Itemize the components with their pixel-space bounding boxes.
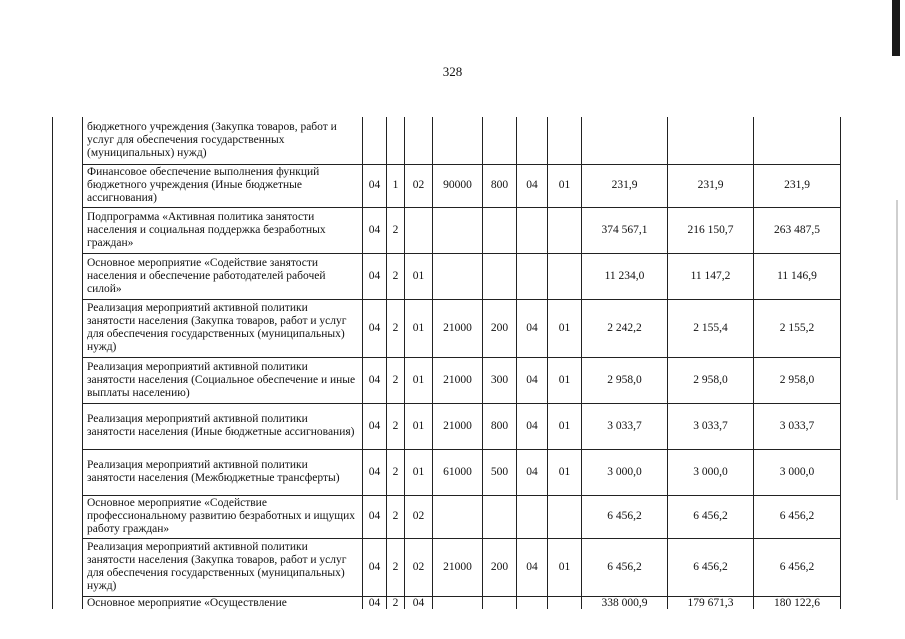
code-subdivision <box>548 253 582 299</box>
code-expense-type: 200 <box>483 538 517 596</box>
table-row <box>53 596 841 609</box>
code-subprogram: 1 <box>387 164 405 207</box>
row-gutter <box>53 449 83 495</box>
code-expense-type <box>483 495 517 538</box>
code-section <box>363 117 387 164</box>
code-subprogram: 2 <box>387 449 405 495</box>
amount-year-2: 2 155,4 <box>668 299 754 357</box>
code-subdivision <box>548 117 582 164</box>
table-row <box>53 357 841 403</box>
table-row <box>53 495 841 538</box>
row-name: Подпрограмма «Активная политика занятости населения и социальная поддержка безработных граждан» <box>83 207 363 253</box>
code-expense-type: 800 <box>483 403 517 449</box>
code-expense-type: 800 <box>483 164 517 207</box>
code-division: 04 <box>517 538 548 596</box>
code-subdivision <box>548 207 582 253</box>
code-section: 04 <box>363 207 387 253</box>
code-direction: 21000 <box>433 299 483 357</box>
code-subprogram: 2 <box>387 495 405 538</box>
row-name: Финансовое обеспечение выполнения функций бюджетного учреждения (Иные бюджетные ассигнования) <box>83 164 363 207</box>
row-name: Реализация мероприятий активной политики занятости населения (Закупка товаров, работ и услуг для обеспечения государственных (муниципальных) нужд) <box>83 538 363 596</box>
amount-year-2: 6 456,2 <box>668 495 754 538</box>
amount-year-2: 179 671,3 <box>668 596 754 609</box>
scan-edge-shadow <box>896 200 898 500</box>
amount-year-1: 2 958,0 <box>582 357 668 403</box>
code-expense-type: 500 <box>483 449 517 495</box>
code-direction: 21000 <box>433 538 483 596</box>
budget-table <box>52 117 841 609</box>
row-gutter <box>53 164 83 207</box>
amount-year-1: 11 234,0 <box>582 253 668 299</box>
amount-year-1: 338 000,9 <box>582 596 668 609</box>
row-gutter <box>53 538 83 596</box>
code-subdivision: 01 <box>548 403 582 449</box>
code-division <box>517 253 548 299</box>
code-activity: 01 <box>405 403 433 449</box>
code-section: 04 <box>363 596 387 609</box>
amount-year-3: 2 958,0 <box>754 357 841 403</box>
amount-year-1: 3 000,0 <box>582 449 668 495</box>
table-row <box>53 299 841 357</box>
page-number: 328 <box>442 64 463 79</box>
code-direction <box>433 117 483 164</box>
amount-year-2: 6 456,2 <box>668 538 754 596</box>
amount-year-2: 216 150,7 <box>668 207 754 253</box>
code-division <box>517 495 548 538</box>
amount-year-2: 231,9 <box>668 164 754 207</box>
row-gutter <box>53 357 83 403</box>
code-expense-type <box>483 596 517 609</box>
code-division: 04 <box>517 164 548 207</box>
code-section: 04 <box>363 449 387 495</box>
row-gutter <box>53 299 83 357</box>
table-row <box>53 117 841 164</box>
code-activity: 02 <box>405 164 433 207</box>
amount-year-3: 3 033,7 <box>754 403 841 449</box>
table-row <box>53 164 841 207</box>
amount-year-1 <box>582 117 668 164</box>
row-gutter <box>53 207 83 253</box>
code-subdivision: 01 <box>548 538 582 596</box>
row-name: бюджетного учреждения (Закупка товаров, работ и услуг для обеспечения государственных (муниципальных) нужд) <box>83 117 363 164</box>
amount-year-3: 180 122,6 <box>754 596 841 609</box>
code-direction: 61000 <box>433 449 483 495</box>
code-subdivision <box>548 596 582 609</box>
amount-year-1: 374 567,1 <box>582 207 668 253</box>
code-division <box>517 596 548 609</box>
code-subprogram: 2 <box>387 403 405 449</box>
code-division: 04 <box>517 299 548 357</box>
code-section: 04 <box>363 403 387 449</box>
amount-year-2: 2 958,0 <box>668 357 754 403</box>
code-section: 04 <box>363 538 387 596</box>
amount-year-2: 3 033,7 <box>668 403 754 449</box>
code-activity: 01 <box>405 449 433 495</box>
amount-year-3: 2 155,2 <box>754 299 841 357</box>
code-division: 04 <box>517 449 548 495</box>
row-name: Реализация мероприятий активной политики занятости населения (Межбюджетные трансферты) <box>83 449 363 495</box>
code-subdivision: 01 <box>548 449 582 495</box>
code-subprogram: 2 <box>387 207 405 253</box>
code-subprogram: 2 <box>387 253 405 299</box>
code-section: 04 <box>363 357 387 403</box>
amount-year-3: 231,9 <box>754 164 841 207</box>
row-name: Реализация мероприятий активной политики занятости населения (Закупка товаров, работ и услуг для обеспечения государственных (муниципальных) нужд) <box>83 299 363 357</box>
code-direction <box>433 596 483 609</box>
amount-year-3: 263 487,5 <box>754 207 841 253</box>
code-subprogram: 2 <box>387 538 405 596</box>
table-row <box>53 207 841 253</box>
scan-edge-mark <box>892 0 900 56</box>
code-section: 04 <box>363 164 387 207</box>
code-activity <box>405 207 433 253</box>
table-row <box>53 403 841 449</box>
amount-year-1: 231,9 <box>582 164 668 207</box>
code-expense-type: 300 <box>483 357 517 403</box>
code-subprogram <box>387 117 405 164</box>
amount-year-3: 6 456,2 <box>754 495 841 538</box>
code-activity: 02 <box>405 538 433 596</box>
amount-year-1: 6 456,2 <box>582 538 668 596</box>
code-expense-type <box>483 207 517 253</box>
code-section: 04 <box>363 495 387 538</box>
row-gutter <box>53 403 83 449</box>
code-subprogram: 2 <box>387 357 405 403</box>
code-subprogram: 2 <box>387 596 405 609</box>
code-subdivision: 01 <box>548 164 582 207</box>
amount-year-1: 2 242,2 <box>582 299 668 357</box>
amount-year-3: 6 456,2 <box>754 538 841 596</box>
row-gutter <box>53 117 83 164</box>
amount-year-1: 6 456,2 <box>582 495 668 538</box>
code-division: 04 <box>517 357 548 403</box>
code-section: 04 <box>363 253 387 299</box>
code-activity: 01 <box>405 253 433 299</box>
code-subdivision: 01 <box>548 357 582 403</box>
code-expense-type <box>483 117 517 164</box>
amount-year-2: 11 147,2 <box>668 253 754 299</box>
code-activity: 02 <box>405 495 433 538</box>
amount-year-1: 3 033,7 <box>582 403 668 449</box>
code-direction: 90000 <box>433 164 483 207</box>
row-name: Основное мероприятие «Содействие профессиональному развитию безработных и ищущих работу граждан» <box>83 495 363 538</box>
table-row <box>53 538 841 596</box>
code-activity: 01 <box>405 299 433 357</box>
row-gutter <box>53 495 83 538</box>
code-direction <box>433 253 483 299</box>
code-direction <box>433 495 483 538</box>
row-name: Реализация мероприятий активной политики занятости населения (Иные бюджетные ассигнования) <box>83 403 363 449</box>
code-activity <box>405 117 433 164</box>
code-activity: 04 <box>405 596 433 609</box>
code-direction <box>433 207 483 253</box>
amount-year-3: 11 146,9 <box>754 253 841 299</box>
code-section: 04 <box>363 299 387 357</box>
amount-year-3 <box>754 117 841 164</box>
code-subdivision: 01 <box>548 299 582 357</box>
row-gutter <box>53 596 83 609</box>
code-division <box>517 117 548 164</box>
amount-year-2 <box>668 117 754 164</box>
code-division: 04 <box>517 403 548 449</box>
code-division <box>517 207 548 253</box>
table-row <box>53 253 841 299</box>
amount-year-2: 3 000,0 <box>668 449 754 495</box>
code-expense-type <box>483 253 517 299</box>
table-row <box>53 449 841 495</box>
code-subdivision <box>548 495 582 538</box>
amount-year-3: 3 000,0 <box>754 449 841 495</box>
code-direction: 21000 <box>433 403 483 449</box>
code-subprogram: 2 <box>387 299 405 357</box>
row-gutter <box>53 253 83 299</box>
code-direction: 21000 <box>433 357 483 403</box>
row-name: Основное мероприятие «Осуществление <box>83 596 363 609</box>
row-name: Реализация мероприятий активной политики занятости населения (Социальное обеспечение и иные выплаты населению) <box>83 357 363 403</box>
row-name: Основное мероприятие «Содействие занятости населения и обеспечение работодателей рабочей силой» <box>83 253 363 299</box>
code-expense-type: 200 <box>483 299 517 357</box>
code-activity: 01 <box>405 357 433 403</box>
